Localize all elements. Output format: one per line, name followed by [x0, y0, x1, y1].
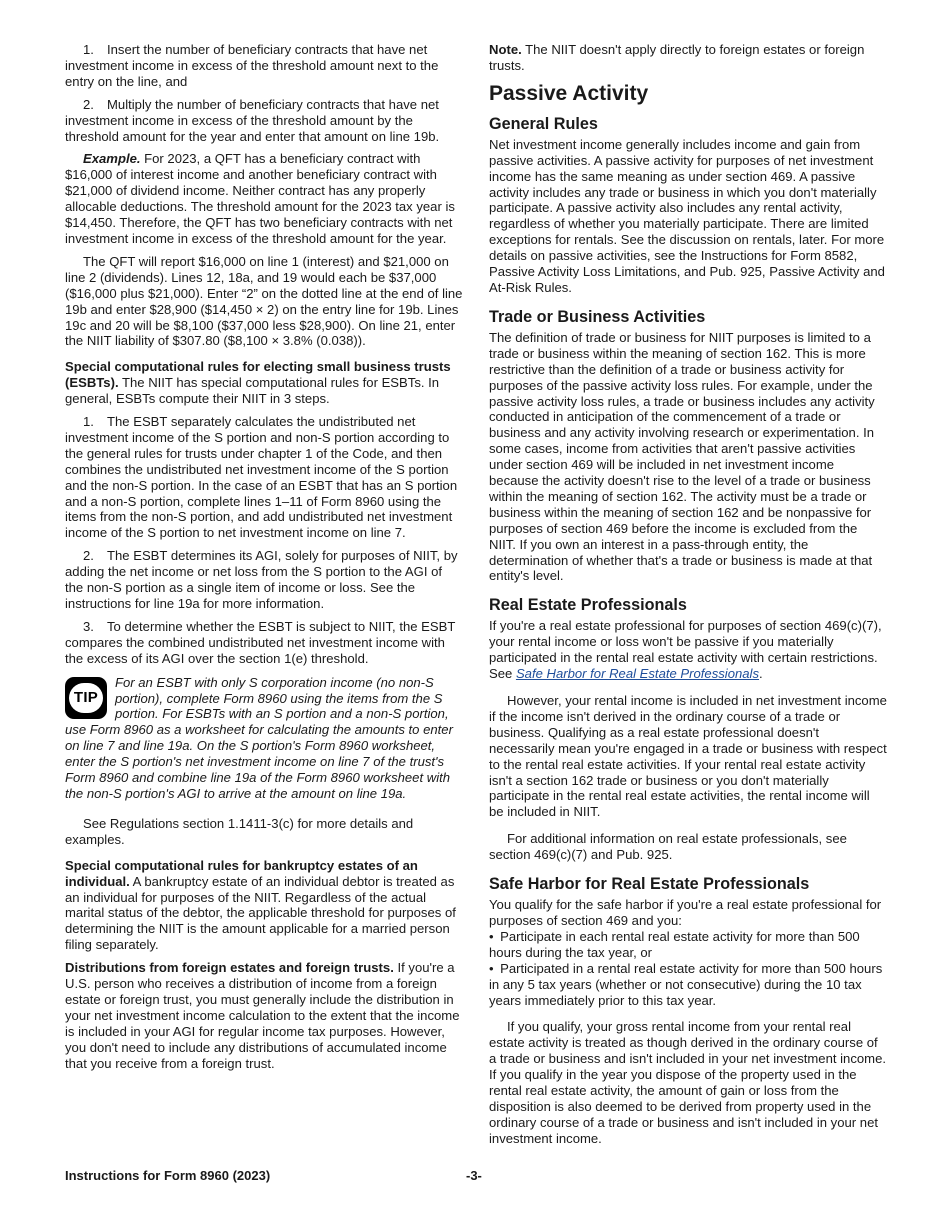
real-estate-text-end: .: [759, 666, 763, 682]
note-paragraph: [489, 42, 887, 74]
foreign-label: Distributions from foreign estates and foreign trusts.: [65, 960, 394, 976]
trade-business-heading: Trade or Business Activities: [489, 307, 706, 326]
passive-activity-heading: Passive Activity: [489, 81, 649, 105]
step-1-paragraph: 1. Insert the number of beneficiary contracts that have net investment income in excess of the threshold amount next to the entry on the line, and: [65, 42, 439, 89]
right-column: [489, 42, 887, 1154]
esbt-paragraph: [65, 359, 463, 407]
left-column: [65, 42, 463, 1078]
footer-page-number: -3-: [466, 1168, 482, 1183]
foreign-text: If you're a U.S. person who receives a distribution of income from a foreign estate or foreign trust, you must generally include the distribution in your net investment income calculation to the extent that the income is included in your AGI for regular income tax purposes. However, you don't need to include any distributions of accumulated income that you receive from a foreign trust.: [65, 960, 460, 1071]
list-item: • Participate in each rental real estate activity for more than 500 hours during the tax year, or: [489, 928, 860, 960]
real-estate-paragraph-2: However, your rental income is included in net investment income if the income isn't derived in the ordinary course of a trade or business. Qualifying as a real estate professional doesn't necessarily mean you're engaged in a trade or business with respect to the rental real estate activities. If your rental real estate activity isn't a section 162 trade or business or you don't materially participate in the rental real estate activities, the rental income will be included in NIIT.: [489, 693, 887, 820]
step-2-paragraph: 2. Multiply the number of beneficiary contracts that have net investment income in excess of the threshold amount by the threshold amount for the year and enter that amount on line 19b.: [65, 96, 440, 144]
general-rules-heading: General Rules: [489, 114, 598, 133]
note-text: The NIIT doesn't apply directly to foreign estates or foreign trusts.: [489, 42, 865, 73]
general-rules-text: Net investment income generally includes income and gain from passive activities. A passive activity for purposes of net investment income has the same meaning as under section 469. A passive activity includes any trade or business in which you don't materially participate. A passive activity also includes any rental activity, regardless of whether you materially participate. There are limited exceptions for rentals. See the discussion on rentals, later. For more details on passive activities, see the Instructions for Form 8582, Passive Activity Loss Limitations, and Pub. 925, Passive Activity and At-Risk Rules.: [489, 136, 885, 295]
example-text: For 2023, a QFT has a beneficiary contract with $16,000 of interest income and another beneficiary contract with $21,000 of dividend income. Neither contract has any properly allocable deductions. The threshold amount for the 2023 tax year is $14,450. Therefore, the QFT has two beneficiary contracts with net investment income in excess of the threshold amount for the year.: [65, 151, 455, 246]
footer-form-title: Instructions for Form 8960 (2023): [65, 1168, 271, 1183]
see-regulations-paragraph: See Regulations section 1.1411-3(c) for more details and examples.: [65, 815, 414, 847]
real-estate-paragraph-3: For additional information on real estate professionals, see section 469(c)(7) and Pub. 925.: [489, 831, 847, 863]
esbt-label: Special computational rules for electing small business trusts (ESBTs).: [65, 359, 451, 391]
qft-report-paragraph: The QFT will report $16,000 on line 1 (interest) and $21,000 on line 2 (dividends). Lines 12, 18a, and 19 would each be $37,000 ($16,000 plus $21,000). Enter “2” on the dotted line at the end of line 19b and enter $28,900 ($14,450 × 2) on the entry line for 19b. Lines 19c and 20 will be $8,100 ($37,000 less $28,900). On line 21, enter the NIIT liability of $307.80 ($8,100 × 3.8% (0.038)).: [65, 253, 463, 349]
esbt-text: The NIIT has special computational rules for ESBTs. In general, ESBTs compute their NIIT in 3 steps.: [65, 375, 440, 407]
example-paragraph: [65, 151, 463, 246]
example-label: Example.: [83, 151, 141, 167]
bankruptcy-text: A bankruptcy estate of an individual debtor is treated as an individual for purposes of the NIIT. Regardless of the actual marital status of the debtor, the applicable threshold for purposes of determining the NIIT is the amount applicable for a married person filing separately.: [65, 873, 456, 953]
note-label: Note.: [489, 42, 522, 57]
real-estate-text-start: If you're a real estate professional for purposes of section 469(c)(7), your rental income or loss won't be passive if you materially participated in the rental real estate activity with certain restrictions. See: [489, 618, 882, 682]
safe-harbor-intro: You qualify for the safe harbor if you're a real estate professional for purposes of section 469 and you:: [489, 897, 882, 928]
tip-badge-label: TIP: [69, 683, 103, 713]
tip-icon: [65, 677, 107, 719]
esbt-step-1: 1. The ESBT separately calculates the undistributed net investment income of the S portion and non-S portion according to the general rules for trusts under chapter 1 of the Code, and then combines the undistributed net investment income of the S portion and the non-S portion. In the case of an ESBT that has an S portion and a non-S portion, complete lines 1–11 of Form 8960 using the items from the non-S portion, and add undistributed net investment income of the S portion to net investment income on line 7.: [65, 414, 458, 541]
real-estate-text: [489, 618, 887, 682]
tip-text: For an ESBT with only S corporation income (no non-S portion), complete Form 8960 using the items from the S portion. For ESBTs with an S portion and a non-S portion, use Form 8960 as a worksheet for calculating the amounts to enter on line 7 and line 19a. On the S portion's Form 8960 worksheet, enter the S portion's net investment income on line 7 of the trust's Form 8960 and combine line 19a of the Form 8960 worksheet with the non-S portion's AGI to arrive at the amount on line 19a.: [65, 674, 453, 801]
tip-box: [65, 675, 463, 802]
esbt-step-2: 2. The ESBT determines its AGI, solely for purposes of NIIT, by adding the net income or net loss from the S portion to the AGI of the non-S portion as a single item of income or loss. See the instructions for line 19a for more information.: [65, 548, 458, 611]
safe-harbor-paragraph-2: If you qualify, your gross rental income from your rental real estate activity is treated as though derived in the ordinary course of a trade or business and isn't included in your net investment income. If you qualify in the year you dispose of the property used in the rental real estate activity, the amount of gain or loss from the disposition is also deemed to be derived from property used in the ordinary course of a trade or business and isn't included in your net investment income.: [489, 1019, 886, 1146]
safe-harbor-list: [489, 929, 887, 1009]
esbt-step-3: 3. To determine whether the ESBT is subject to NIIT, the ESBT compares the combined undistributed net investment income with the excess of its AGI over the section 1(e) threshold.: [65, 618, 456, 666]
bankruptcy-label: Special computational rules for bankruptcy estates of an individual.: [65, 857, 418, 889]
safe-harbor-link[interactable]: Safe Harbor for Real Estate Professionals: [515, 666, 760, 682]
list-item: • Participated in a rental real estate activity for more than 500 hours in any 5 tax years (whether or not consecutive) during the 10 tax years immediately prior to this tax year.: [489, 960, 883, 1008]
trade-business-text: The definition of trade or business for NIIT purposes is limited to a trade or business within the meaning of section 162. This is more restrictive than the definition of a trade or business activity for purposes of the passive activity loss rules. For example, under the passive activity loss rules, a trade or business includes any activity conducted in anticipation of the commencement of a trade or business and any activity involving research or experimentation. In some cases, income from activities that aren't passive activities under section 469 will be included in net investment income because the activity doesn't rise to the level of a trade or business within the meaning of section 162. The activity must be a trade or business within the meaning of section 162 and be nonpassive for purposes of section 469 before the income is excluded from the NIIT. If you own an interest in a pass-through entity, the determination of whether that's a trade or business is made at that entity's level.: [489, 329, 875, 584]
real-estate-heading: Real Estate Professionals: [489, 596, 687, 615]
foreign-distributions-paragraph: [65, 960, 463, 1071]
bankruptcy-paragraph: [65, 858, 463, 953]
safe-harbor-heading: Safe Harbor for Real Estate Professionals: [489, 875, 810, 894]
